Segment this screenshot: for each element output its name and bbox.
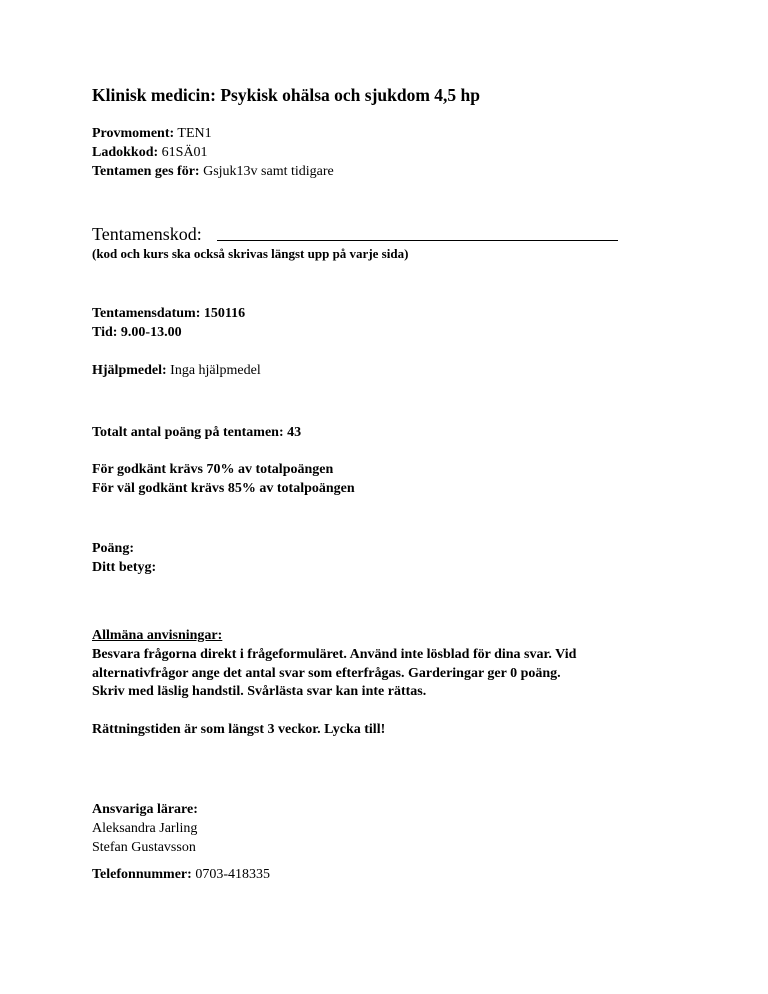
phone-row xyxy=(92,866,270,884)
ladokkod-value: 61SÄ01 xyxy=(161,145,208,160)
document-title: Klinisk medicin: Psykisk ohälsa och sjukdom 4,5 hp xyxy=(92,85,481,105)
instructions-line: alternativfrågor ange det antal svar som efterfrågas. Garderingar ger 0 poäng. xyxy=(92,665,561,681)
ges-for-label: Tentamen ges för: xyxy=(92,164,200,179)
teachers-label: Ansvariga lärare: xyxy=(92,802,198,817)
instructions-line: Besvara frågorna direkt i frågeformuläret. Använd inte lösblad för dina svar. Vid xyxy=(92,647,577,662)
phone-value: 0703-418335 xyxy=(195,867,270,882)
provmoment-value: TEN1 xyxy=(177,126,212,141)
exam-code-note: (kod och kurs ska också skrivas längst upp på varje sida) xyxy=(92,246,409,261)
ladokkod-row xyxy=(92,144,208,162)
ges-for-row xyxy=(92,163,334,181)
instructions-body xyxy=(92,646,652,702)
teacher-name: Stefan Gustavsson xyxy=(92,840,196,855)
exam-code-label: Tentamenskod: xyxy=(92,224,202,244)
exam-time: Tid: 9.00-13.00 xyxy=(92,325,182,340)
total-points: Totalt antal poäng på tentamen: 43 xyxy=(92,425,302,440)
teacher-name: Aleksandra Jarling xyxy=(92,821,198,836)
provmoment-label: Provmoment: xyxy=(92,126,175,141)
provmoment-row xyxy=(92,125,212,143)
instructions-closing: Rättningstiden är som längst 3 veckor. Lycka till! xyxy=(92,722,386,737)
ladokkod-label: Ladokkod: xyxy=(92,145,159,160)
instructions-heading: Allmäna anvisningar: xyxy=(92,628,223,643)
exam-code-underline xyxy=(217,240,618,241)
ges-for-value: Gsjuk13v samt tidigare xyxy=(203,164,334,179)
points-label: Poäng: xyxy=(92,541,134,556)
aids-label: Hjälpmedel: xyxy=(92,363,167,378)
phone-label: Telefonnummer: xyxy=(92,867,192,882)
distinction-requirement: För väl godkänt krävs 85% av totalpoängen xyxy=(92,481,355,496)
pass-requirement: För godkänt krävs 70% av totalpoängen xyxy=(92,462,334,477)
aids-row xyxy=(92,362,261,380)
exam-date: Tentamensdatum: 150116 xyxy=(92,306,246,321)
grade-label: Ditt betyg: xyxy=(92,560,157,575)
instructions-line: Skriv med läslig handstil. Svårlästa svar kan inte rättas. xyxy=(92,684,427,699)
aids-value: Inga hjälpmedel xyxy=(170,363,261,378)
